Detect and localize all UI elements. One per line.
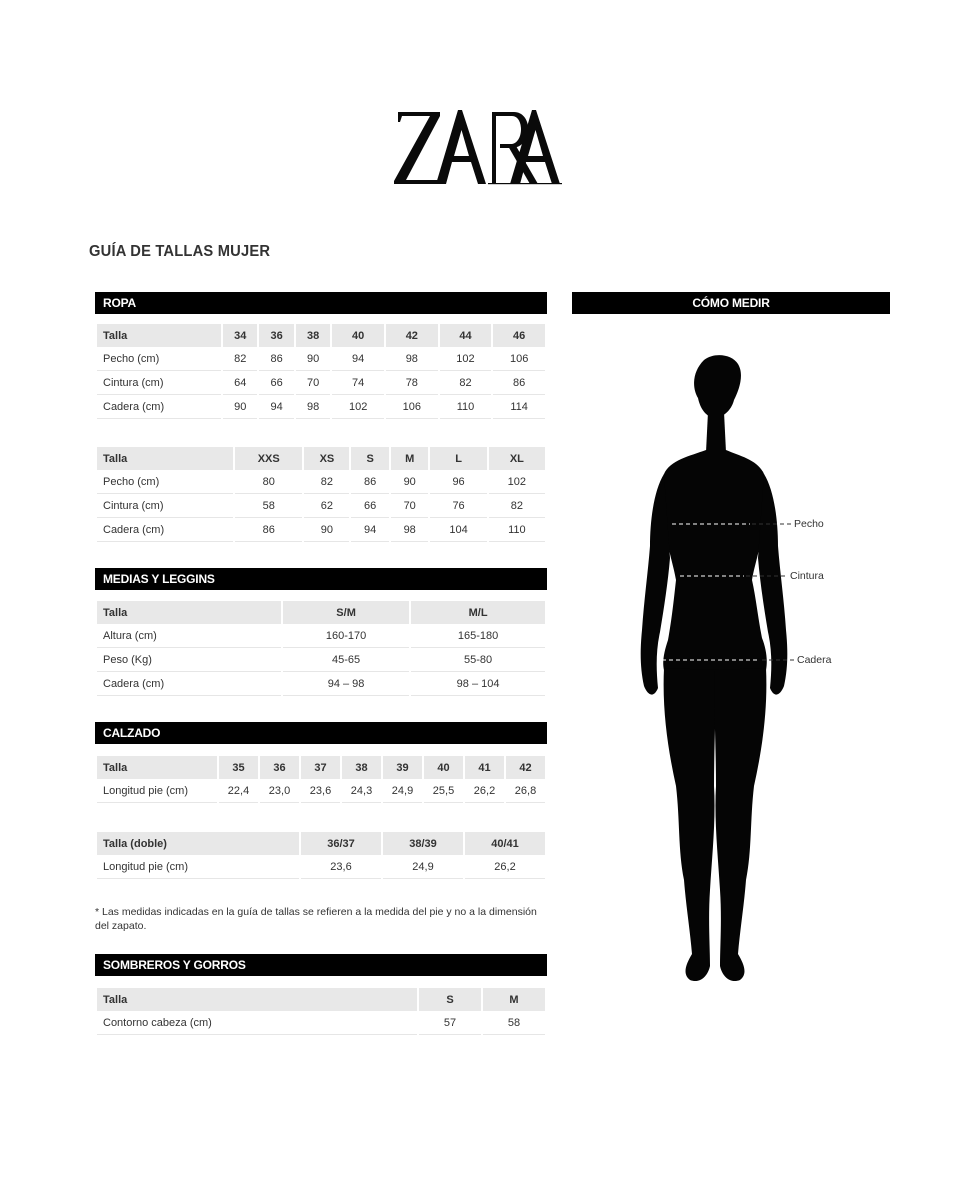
table-cell: Cintura (cm) — [97, 371, 221, 395]
table-cell: 94 – 98 — [283, 672, 409, 696]
table-cell: 160-170 — [283, 624, 409, 648]
table-header-cell: 46 — [493, 324, 545, 347]
table-header-cell: 44 — [440, 324, 492, 347]
table-cell: 64 — [223, 371, 257, 395]
table-header-row — [97, 447, 545, 470]
table-header-cell: Talla — [97, 447, 233, 470]
table-cell: 102 — [332, 395, 384, 419]
table-cell: 98 – 104 — [411, 672, 545, 696]
table-cell: 70 — [391, 494, 429, 518]
table-cell: 98 — [296, 395, 330, 419]
table-header-cell: L — [430, 447, 486, 470]
table-row — [97, 624, 545, 648]
table-cell: 25,5 — [424, 779, 463, 803]
page-title: GUÍA DE TALLAS MUJER — [89, 243, 271, 260]
table-row — [97, 494, 545, 518]
table-cell: 104 — [430, 518, 486, 542]
table-header-cell: Talla — [97, 601, 281, 624]
table-row — [97, 779, 545, 803]
table-cell: 23,0 — [260, 779, 299, 803]
table-cell: 106 — [386, 395, 438, 419]
table-header-cell: Talla — [97, 324, 221, 347]
table-cell: Pecho (cm) — [97, 347, 221, 371]
table-cell: Longitud pie (cm) — [97, 779, 217, 803]
table-header-row — [97, 832, 545, 855]
table-cell: 82 — [304, 470, 349, 494]
table-header-cell: XL — [489, 447, 545, 470]
table-cell: 62 — [304, 494, 349, 518]
table-header-cell: Talla — [97, 988, 417, 1011]
table-cell: Cintura (cm) — [97, 494, 233, 518]
table-cell: 106 — [493, 347, 545, 371]
table-header-cell: 42 — [386, 324, 438, 347]
table-cell: 90 — [304, 518, 349, 542]
table-cell: 94 — [351, 518, 389, 542]
table-cell: 165-180 — [411, 624, 545, 648]
table-cell: Peso (Kg) — [97, 648, 281, 672]
table-cell: 24,9 — [383, 855, 463, 879]
table-cell: 74 — [332, 371, 384, 395]
ropa-size-table-letters — [95, 447, 547, 542]
table-row — [97, 347, 545, 371]
table-header-cell: Talla (doble) — [97, 832, 299, 855]
table-cell: 66 — [259, 371, 293, 395]
table-row — [97, 518, 545, 542]
table-header-cell: 36 — [260, 756, 299, 779]
table-cell: 70 — [296, 371, 330, 395]
section-header-medias: MEDIAS Y LEGGINS — [95, 568, 547, 590]
table-cell: 23,6 — [301, 855, 381, 879]
table-header-row — [97, 988, 545, 1011]
table-cell: 102 — [440, 347, 492, 371]
table-header-cell: M/L — [411, 601, 545, 624]
table-cell: 66 — [351, 494, 389, 518]
section-header-sombreros: SOMBREROS Y GORROS — [95, 954, 547, 976]
table-cell: 22,4 — [219, 779, 258, 803]
table-cell: 23,6 — [301, 779, 340, 803]
calzado-double-size-table — [95, 832, 547, 879]
table-header-cell: M — [391, 447, 429, 470]
body-silhouette — [620, 350, 880, 990]
table-cell: 90 — [391, 470, 429, 494]
table-header-cell: 42 — [506, 756, 545, 779]
table-cell: 114 — [493, 395, 545, 419]
table-cell: 58 — [483, 1011, 545, 1035]
table-cell: 26,8 — [506, 779, 545, 803]
table-cell: 45-65 — [283, 648, 409, 672]
measure-label-pecho: Pecho — [794, 518, 824, 530]
table-cell: 24,3 — [342, 779, 381, 803]
footnote: * Las medidas indicadas en la guía de tallas se refieren a la medida del pie y no a la dimensión del zapato. — [95, 906, 537, 932]
table-cell: Longitud pie (cm) — [97, 855, 299, 879]
table-row — [97, 672, 545, 696]
table-cell: 94 — [259, 395, 293, 419]
table-header-cell: 41 — [465, 756, 504, 779]
table-header-row — [97, 756, 545, 779]
table-cell: 86 — [351, 470, 389, 494]
measure-label-cadera: Cadera — [797, 654, 832, 666]
table-cell: 90 — [223, 395, 257, 419]
table-cell: 82 — [223, 347, 257, 371]
table-cell: Contorno cabeza (cm) — [97, 1011, 417, 1035]
table-header-cell: 40 — [424, 756, 463, 779]
table-row — [97, 395, 545, 419]
table-header-cell: Talla — [97, 756, 217, 779]
sombreros-size-table — [95, 988, 547, 1035]
table-cell: 102 — [489, 470, 545, 494]
zara-logo — [392, 104, 568, 188]
measure-label-cintura: Cintura — [790, 570, 824, 582]
table-cell: 76 — [430, 494, 486, 518]
table-header-cell: XXS — [235, 447, 302, 470]
table-cell: 82 — [489, 494, 545, 518]
table-cell: 110 — [440, 395, 492, 419]
table-header-cell: 36/37 — [301, 832, 381, 855]
table-header-row — [97, 324, 545, 347]
table-header-cell: 40/41 — [465, 832, 545, 855]
table-cell: 58 — [235, 494, 302, 518]
table-header-cell: 35 — [219, 756, 258, 779]
table-cell: 57 — [419, 1011, 481, 1035]
table-cell: Cadera (cm) — [97, 518, 233, 542]
table-header-cell: S — [351, 447, 389, 470]
table-header-cell: S — [419, 988, 481, 1011]
table-cell: 86 — [235, 518, 302, 542]
table-cell: 26,2 — [465, 779, 504, 803]
table-cell: Cadera (cm) — [97, 672, 281, 696]
table-header-cell: 40 — [332, 324, 384, 347]
table-cell: Altura (cm) — [97, 624, 281, 648]
table-header-cell: 37 — [301, 756, 340, 779]
table-header-cell: S/M — [283, 601, 409, 624]
table-row — [97, 648, 545, 672]
table-row — [97, 1011, 545, 1035]
table-cell: 94 — [332, 347, 384, 371]
table-cell: 78 — [386, 371, 438, 395]
table-header-cell: 38 — [342, 756, 381, 779]
table-row — [97, 470, 545, 494]
table-cell: Cadera (cm) — [97, 395, 221, 419]
medias-size-table — [95, 601, 547, 696]
table-cell: 86 — [259, 347, 293, 371]
section-header-ropa: ROPA — [95, 292, 547, 314]
section-header-como-medir: CÓMO MEDIR — [572, 292, 890, 314]
table-cell: 82 — [440, 371, 492, 395]
calzado-size-table — [95, 756, 547, 803]
table-cell: Pecho (cm) — [97, 470, 233, 494]
table-cell: 90 — [296, 347, 330, 371]
table-header-cell: 36 — [259, 324, 293, 347]
table-header-cell: M — [483, 988, 545, 1011]
table-row — [97, 371, 545, 395]
section-header-calzado: CALZADO — [95, 722, 547, 744]
table-header-cell: 38/39 — [383, 832, 463, 855]
table-cell: 55-80 — [411, 648, 545, 672]
table-header-cell: 39 — [383, 756, 422, 779]
table-cell: 98 — [386, 347, 438, 371]
table-header-cell: 38 — [296, 324, 330, 347]
table-cell: 110 — [489, 518, 545, 542]
table-header-cell: 34 — [223, 324, 257, 347]
table-cell: 96 — [430, 470, 486, 494]
table-cell: 98 — [391, 518, 429, 542]
table-cell: 86 — [493, 371, 545, 395]
ropa-size-table-numeric — [95, 324, 547, 419]
table-cell: 80 — [235, 470, 302, 494]
table-header-cell: XS — [304, 447, 349, 470]
table-row — [97, 855, 545, 879]
table-cell: 26,2 — [465, 855, 545, 879]
table-cell: 24,9 — [383, 779, 422, 803]
table-header-row — [97, 601, 545, 624]
